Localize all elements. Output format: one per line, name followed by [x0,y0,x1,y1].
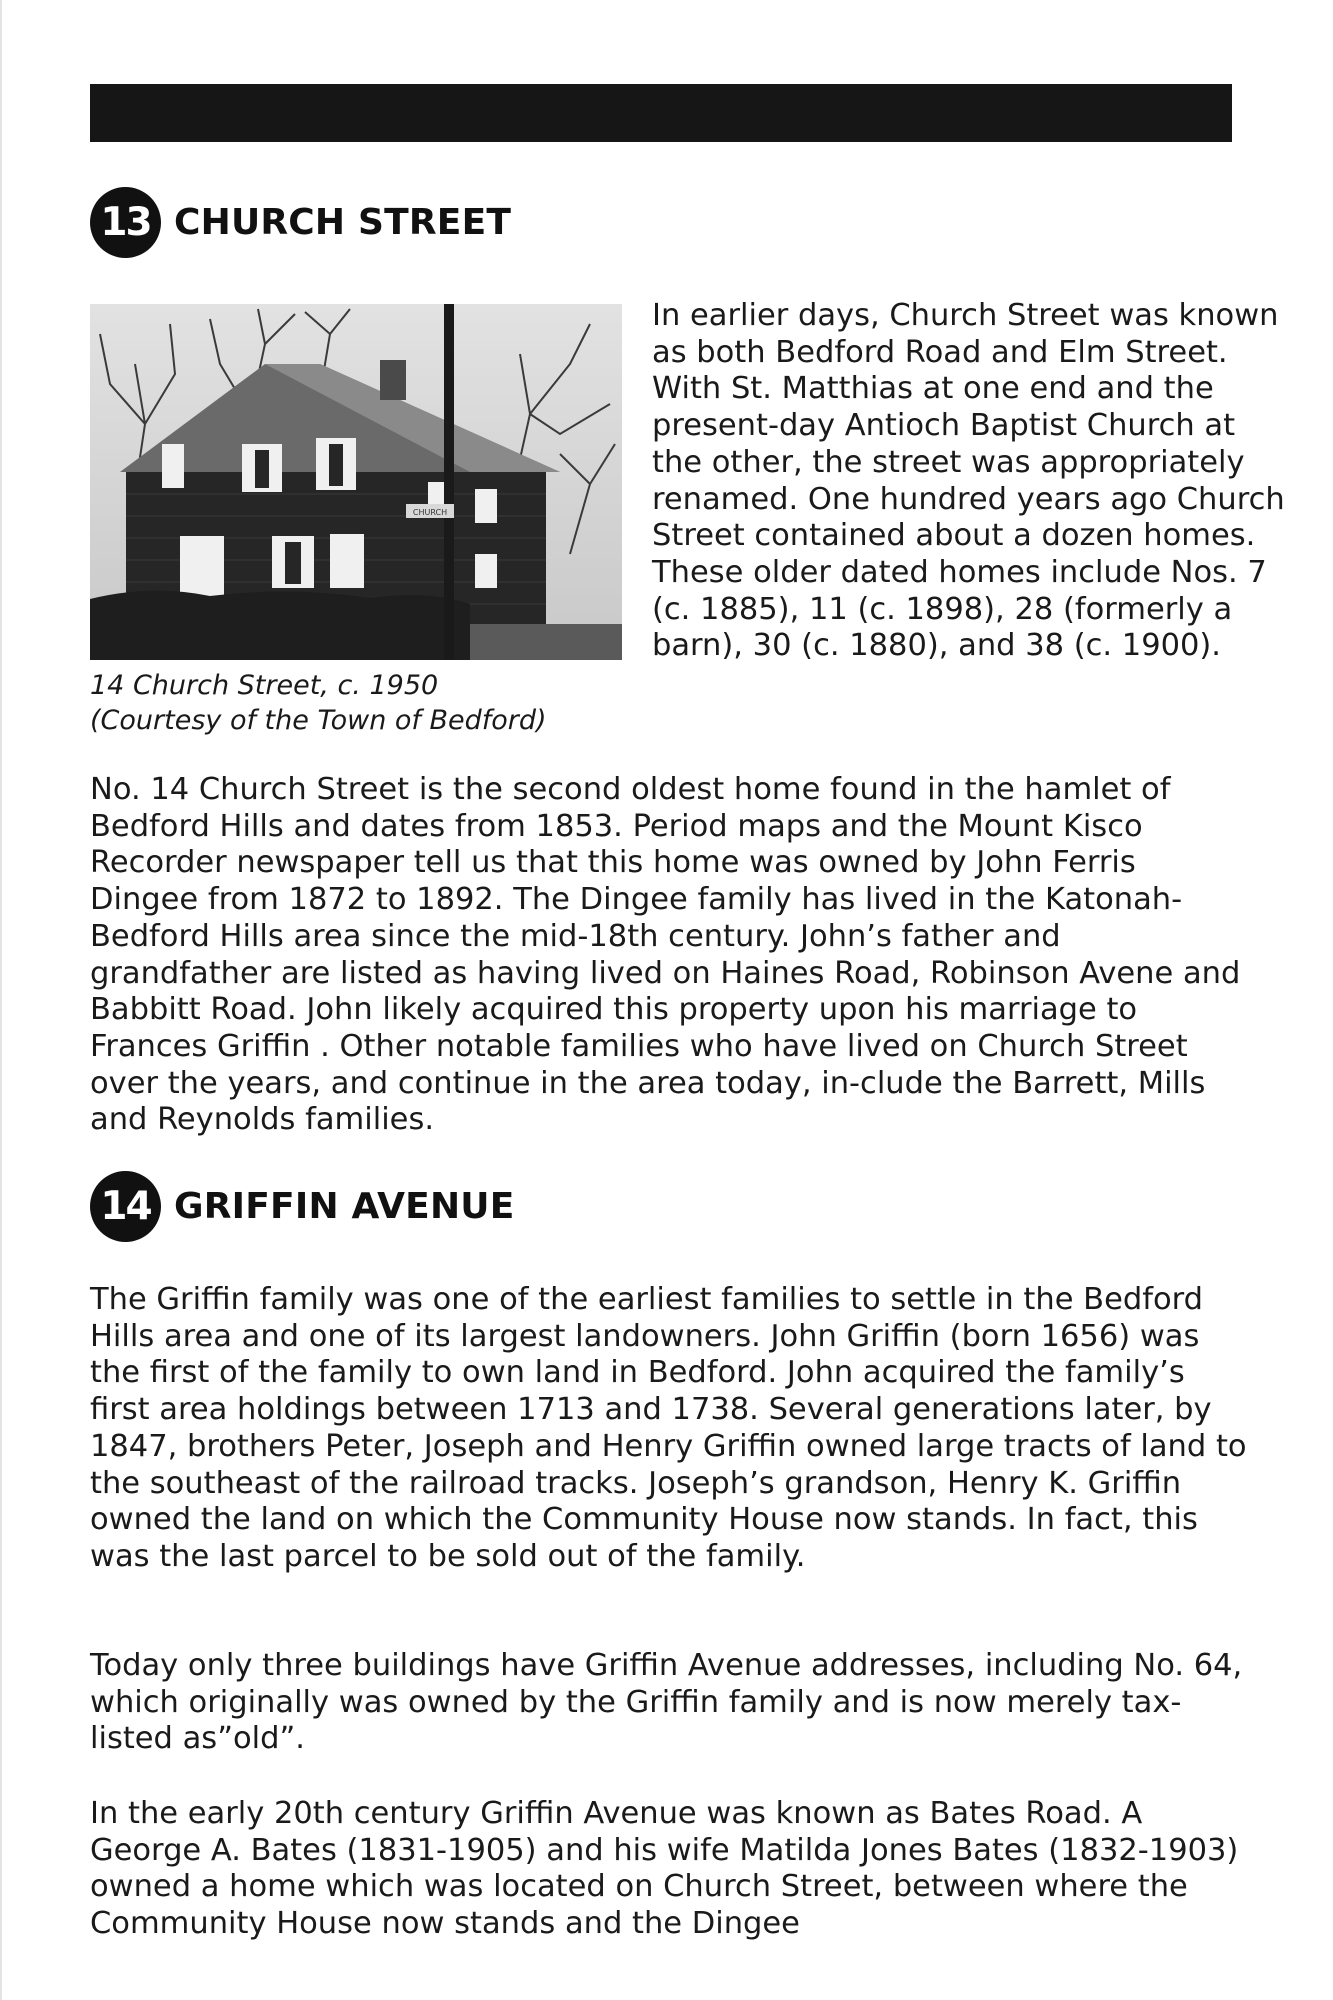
section-heading-griffin-avenue [90,1174,515,1238]
header-bar [90,84,1232,142]
section-heading-church-street [90,190,511,254]
church-street-body: No. 14 Church Street is the second oldest home found in the hamlet of Bedford Hills and dates from 1853. Period maps and the Mount Kisco Recorder newspaper tell us that this home was owned by John Ferris Dingee from 1872 to 1892. The Dingee family has lived in the Katonah-Bedford Hills area since the mid-18th century. John’s father and grandfather are listed as having lived on Haines Road, Robinson Avene and Babbitt Road. John likely acquired this property upon his marriage to Frances Griffin . Other notable families who have lived on Church Street over the years, and continue in the area today, in-clude the Barrett, Mills and Reynolds families. [90,772,1241,1138]
section-title: GRIFFIN AVENUE [174,1185,515,1227]
griffin-paragraph-2: Today only three buildings have Griffin Avenue addresses, including No. 64, which originally was owned by the Griffin family and is now merely tax-listed as”old”. [90,1648,1243,1757]
photo-caption [90,668,630,738]
house-photo [90,304,622,660]
caption-line-1: 14 Church Street, c. 1950 [90,670,439,701]
street-sign-text: CHURCH [412,508,448,517]
section-title: CHURCH STREET [174,201,512,243]
griffin-paragraph-1: The Griffin family was one of the earliest families to settle in the Bedford Hills area and one of its largest landowners. John Griffin (born 1656) was the first of the family to own land in Bedford. John acquired the family’s first area holdings between 1713 and 1738. Several generations later, by 1847, brothers Peter, Joseph and Henry Griffin owned large tracts of land to the southeast of the railroad tracks. Joseph’s grandson, Henry K. Griffin owned the land on which the Community House now stands. In fact, this was the last parcel to be sold out of the family. [90,1282,1247,1574]
church-street-intro: In earlier days, Church Street was known as both Bedford Road and Elm Street. With St. Matthias at one end and the present-day Antioch Baptist Church at the other, the street was appropriately renamed. One hundred years ago Church Street contained about a dozen homes. These older dated homes include Nos. 7 (c. 1885), 11 (c. 1898), 28 (formerly a barn), 30 (c. 1880), and 38 (c. 1900). [652,298,1285,664]
section-number-badge: 14 [90,1171,161,1242]
section-number-badge: 13 [90,187,161,258]
page-edge [0,0,2,2000]
utility-pole [444,304,454,660]
caption-line-2: (Courtesy of the Town of Bedford) [90,705,547,736]
hedge [90,591,470,660]
griffin-paragraph-3: In the early 20th century Griffin Avenue was known as Bates Road. A George A. Bates (1831-1905) and his wife Matilda Jones Bates (1832-1903) owned a home which was located on Church Street, between where the Community House now stands and the Dingee [90,1796,1239,1942]
